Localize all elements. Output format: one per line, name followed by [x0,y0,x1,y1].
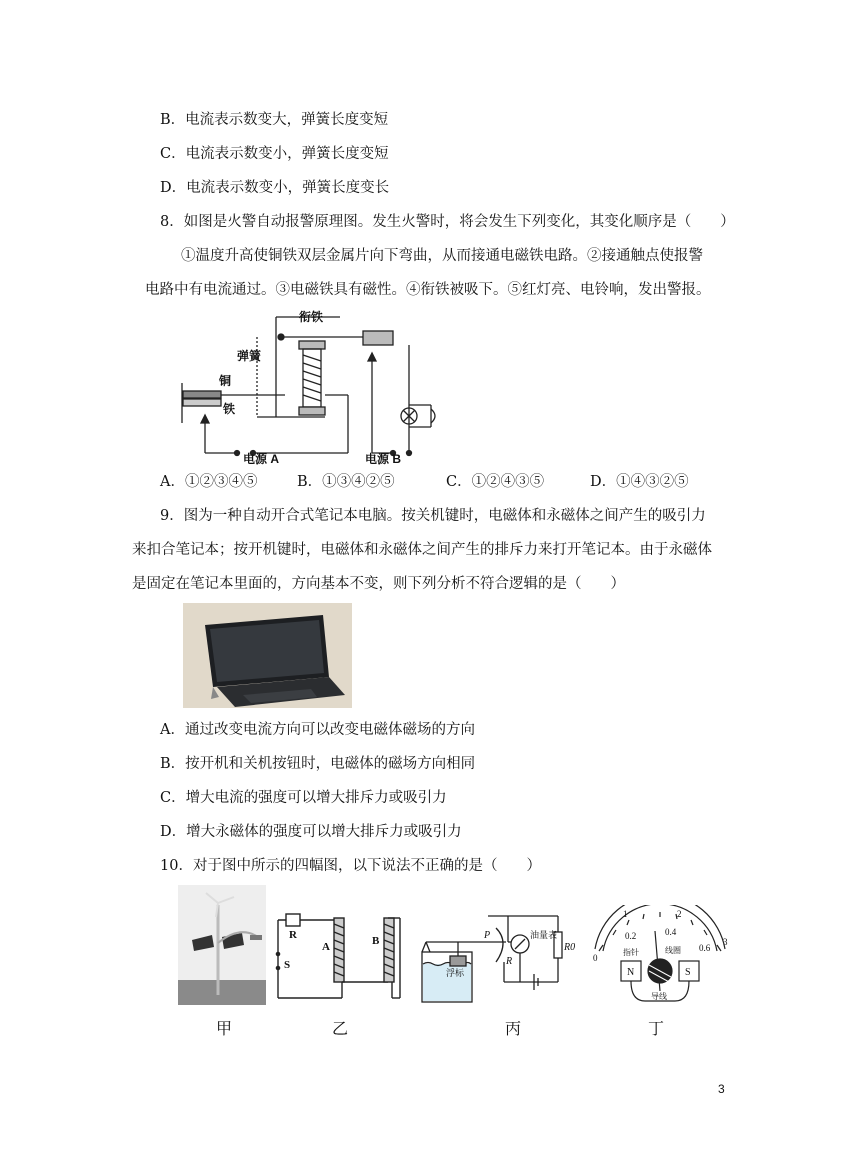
q8-stem: 8．如图是火警自动报警原理图。发生火警时，将会发生下列变化，其变化顺序是（ ） [160,214,735,230]
q9-option-b: B．按开机和关机按钮时，电磁体的磁场方向相同 [160,756,476,772]
yi-label-a: A [322,941,330,953]
q10-stem: 10．对于图中所示的四幅图，以下说法不正确的是（ ） [160,858,541,874]
q8-option-a: A．①②③④⑤ [160,474,258,490]
ding-tick-2: 2 [677,909,682,919]
q8-fire-alarm-diagram [175,305,445,465]
caption-bing: 丙 [505,1019,522,1038]
q9-stem-line2: 来扣合笔记本；按开机键时，电磁体和永磁体之间产生的排斥力来打开笔记本。由于永磁体 [132,542,712,558]
label-iron: 铁 [223,402,236,416]
q9-stem-line3: 是固定在笔记本里面的，方向基本不变，则下列分析不符合逻辑的是（ ） [132,576,625,592]
caption-yi: 乙 [332,1019,349,1038]
q7-option-c: C．电流表示数变小，弹簧长度变短 [160,146,389,162]
bing-label-r: R [506,956,513,967]
q7-option-d: D．电流表示数变小，弹簧长度变长 [160,180,390,196]
q8-option-b: B．①③④②⑤ [297,474,395,490]
figure-jia-photo [178,885,266,1005]
q9-option-c: C．增大电流的强度可以增大排斥力或吸引力 [160,790,447,806]
ding-tick-1: 1 [623,909,628,919]
ding-sub-04: 0.4 [665,927,677,937]
q8-desc-line2: 电路中有电流通过。③电磁铁具有磁性。④衔铁被吸下。⑤红灯亮、电铃响，发出警报。 [145,282,711,298]
figure-yi-circuit [272,910,412,1005]
laptop-photo [183,603,352,708]
q9-stem-line1: 9．图为一种自动开合式笔记本电脑。按关机键时，电磁体和永磁体之间产生的吸引力 [160,508,706,524]
figure-ding-galvanometer [585,905,735,1005]
yi-label-b: B [372,935,380,947]
label-copper: 铜 [219,374,232,388]
q7-option-b: B．电流表示数变大，弹簧长度变短 [160,112,389,128]
ding-label-pointer: 指针 [623,948,639,957]
caption-ding: 丁 [648,1019,665,1038]
yi-label-s: S [284,959,291,971]
ding-sub-06: 0.6 [699,943,711,953]
ding-tick-0: 0 [593,953,598,963]
bing-label-meter: 油量表 [530,930,558,940]
yi-label-r: R [289,929,297,941]
figure-bing-fuel-gauge [418,912,578,1007]
bing-label-r0: R0 [564,942,576,953]
label-source-b: 电源 B [365,452,402,465]
label-source-a: 电源 A [243,452,280,465]
q9-option-d: D．增大永磁体的强度可以增大排斥力或吸引力 [160,824,462,840]
ding-sub-02: 0.2 [625,931,637,941]
q9-option-a: A．通过改变电流方向可以改变电磁体磁场的方向 [160,722,475,738]
q8-option-c: C．①②④③⑤ [446,474,545,490]
bing-label-p: P [484,930,491,941]
ding-label-wire: 导线 [651,992,667,1001]
label-spring: 弹簧 [237,349,262,363]
ding-label-n: N [627,967,635,978]
q8-desc-line1: ①温度升高使铜铁双层金属片向下弯曲，从而接通电磁铁电路。②接通触点使报警 [181,248,703,264]
caption-jia: 甲 [216,1019,233,1038]
q8-option-d: D．①④③②⑤ [590,474,689,490]
q8-options [0,472,860,492]
ding-label-coil: 线圈 [665,946,681,955]
ding-tick-3: 3 [723,937,728,947]
bing-label-float: 浮标 [446,968,465,978]
label-armature: 衔铁 [299,310,324,324]
ding-label-s: S [685,967,691,978]
page-number: 3 [718,1082,725,1096]
